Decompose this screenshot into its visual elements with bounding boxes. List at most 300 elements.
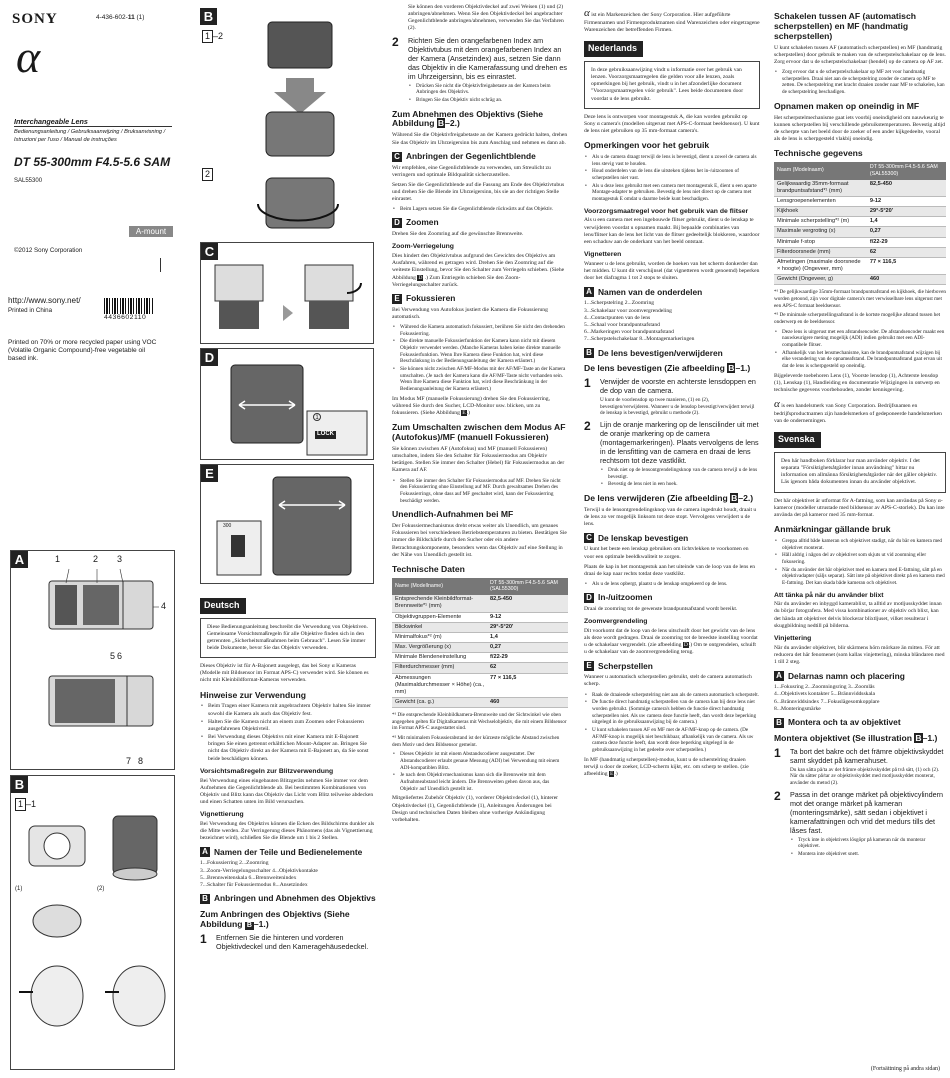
nl-attach-sub-letter: B: [728, 363, 735, 374]
de-mf-text-a: Im Modus MF (manuelle Fokussierung) drehen Sie den Fokussierring, während Sie durch den Sucher, LCD-Monitor usw. blicken, um zu fokussieren. (Siehe Abbildung: [392, 395, 551, 417]
sv-language-tab: Svenska: [774, 432, 821, 448]
model-title: DT 55-300mm F4.5-5.6 SAM: [14, 155, 171, 169]
nl-attach-sub-text: De lens bevestigen (Zie afbeelding: [584, 363, 728, 374]
de-section-start: [200, 594, 376, 953]
de-focus-bullet: • Während die Kamera automatisch fokussiert, berühren Sie nicht den drehenden Fokussierring.: [392, 324, 568, 337]
nl-zoom-letter: D: [584, 593, 594, 603]
sv-step-1-text: Ta bort det bakre och det främre objektivskyddet samt skyddet på kamerahuset.: [790, 746, 944, 765]
nl-step-1-text: Verwijder de voorste en achterste lensdoppen en de dop van de camera.: [600, 377, 756, 396]
nl-attach-letter: B: [584, 348, 594, 358]
nl-heading-attach-sub: [584, 364, 760, 374]
nl-part-line: 3...Schakelaar voor zoomvergrendeling: [584, 307, 672, 314]
nl-focus-title: Scherpstellen: [598, 660, 653, 671]
spec-value: 82,5-450: [867, 180, 946, 197]
table-row: [392, 612, 568, 622]
spec-value: 9-12: [867, 196, 946, 206]
sv-heading-vignetting: Vinjettering: [774, 634, 812, 642]
de-heading-switch: Zum Umschalten zwischen dem Modus AF (Autofokus)/MF (manuell Fokussieren): [392, 422, 566, 443]
nl-zoomlock-text-b: .) Om te ontgrendelen, schuift u de schakelaar van de zoomvergrendeling terug.: [584, 642, 756, 656]
nl-parts-list: [584, 300, 760, 343]
part-2: 2: [93, 554, 99, 564]
lock-label: LOCK: [317, 431, 334, 437]
cover-rule: [14, 126, 172, 127]
sv-step-2-bullet: • Montera inte objektivet snett.: [790, 851, 946, 858]
de-spec-bullet: • Je nach dem Objektivmechanismus kann sich die Brennweite mit dem Aufnahmeabstand leicht ändern. Die Brennweiten gehen davon aus, das Objektiv auf Unendlich gestellt ist.: [392, 772, 568, 792]
alpha-mark: α: [584, 7, 590, 19]
nl-detach-title: De lens verwijderen (Zie afbeelding: [584, 493, 731, 504]
de-attach-letter: B: [200, 894, 210, 904]
sv-step-2-bullet: • Tryck inte in objektivets lösgöpr på kameran när du monterar objektivet.: [790, 837, 946, 850]
cover-vertical-rule: [160, 258, 161, 272]
spec-label: Kijkhoek: [774, 207, 867, 217]
de-step-1-number: 1: [200, 932, 207, 946]
figure-d-step-number: 1: [313, 413, 321, 421]
de-hood-bullet: • Beim Lagern setzen Sie die Gegenlichtblende rückwärts auf das Objektiv.: [392, 206, 568, 213]
nl-zoomlock-text: [584, 628, 760, 657]
de-hint-item: • Beim Tragen einer Kamera mit angebrachtem Objektiv halten Sie immer sowohl die Kamera als auch das Objektiv fest.: [200, 703, 376, 717]
nl-heading-switch: Schakelen tussen AF (automatisch scherpstellen) en MF (handmatig scherpstellen): [774, 11, 916, 41]
sv-step-1: [774, 747, 946, 765]
part-7: 7: [126, 756, 132, 766]
de-heading-focus: [392, 294, 568, 304]
nl-switch-text: U kunt schakelen tussen AF (automatisch scherpstellen) en MF (handmatig scherpstellen) door gebruik te maken van de scherpstelschakelaar op de lens. Zorg ervoor dat u de scherpstelschakelaar (hendel) op de camera op AF zet.: [774, 44, 946, 65]
de-intro: Dieses Objektiv ist für A-Bajonett ausgelegt, das bei Sony α Kameras (Modelle mit Bildsensor im Format APS-C) verwendet wird. Sie können es nicht mit Kleinbildformat-Kameras verwenden.: [200, 663, 369, 684]
nl-note-item: • Als u deze lens gebruikt met een camera met montagestuk E, dient u een aparte Montage-adapter te gebruiken. Bevestig de lens niet direct op de camera met montagestuk E omdat u daarme beide kunt beschadigen.: [584, 183, 760, 203]
nl-focus-bullets: [584, 692, 760, 754]
copyright: ©2012 Sony Corporation: [14, 247, 83, 254]
de-step-2-number: 2: [392, 34, 399, 49]
de-hood-text-2: Setzen Sie die Gegenlichtblende auf die Fassung am Ende des Objektivtubus und drehen Sie die Blende im Uhrzeigersinn, bis sie an der richtigen Stelle einrastet.: [392, 181, 565, 203]
sv-step-1-sub: Du kan sätta på/ta av det främre objektivskyddet på två sätt, (1) och (2). När du sätter på/tar av objektivskyddet med motljusskyddet monterat, använder du metod (2).: [790, 766, 940, 787]
document-code-main: 4-436-602-: [96, 14, 128, 21]
table-row: [392, 653, 568, 663]
de-zoom-text: Drehen Sie den Zoomring auf die gewünschte Brennweite.: [392, 231, 524, 238]
sv-intro: Det här objektivet är utformat för A-fattning, som kan användas på Sony α-kameror (modeller utrustade med bildsensor av APS-C-storlek). Du kan inte använda det på kameror med 35 mm-format.: [774, 497, 945, 518]
de-part-line: 3...Zoom-Verriegelungsschalter 4...Objektivkontakte: [200, 867, 318, 874]
nl-trademark-2-text: is een handelsmerk van Sony Corporation. Bedrijfsnamen en bedrijfsproductnamen zijn handelsmerken of gedeponeerde handelsmerken van de ondernemingen.: [774, 403, 942, 425]
sv-notes-list: [774, 538, 946, 587]
table-row: [774, 196, 946, 206]
table-row: [774, 237, 946, 247]
zoom-lock-illustration: [201, 349, 375, 461]
lens-hood-illustration: [201, 243, 375, 345]
focal-scale-label: 300: [223, 523, 232, 529]
table-row: [392, 673, 568, 697]
de-attach-sub-suffix: –1.): [253, 918, 269, 929]
de-step-2: [392, 36, 568, 81]
de-notice: Diese Bedienungsanleitung beschreibt die Verwendung von Objektiven. Gemeinsame Vorsichtsmaßregeln für alle Objektive finden sich in den getrennten „Sicherheitsmaßnahmen beim Gebrauch". Lesen Sie immer beide Dokumente, bevor Sie das Objektiv verwenden.: [200, 618, 376, 659]
sv-column: [774, 0, 946, 1078]
sv-part-line: 4...Objektivets kontakter 5...Brännviddsskala: [774, 691, 875, 698]
de-hood-text-1: Wir empfehlen, eine Gegenlichtblende zu verwenden, um Streulicht zu verringern und optimale Bildqualität sicherzustellen.: [392, 164, 551, 178]
table-row: [392, 697, 568, 707]
spec-label: Abmessungen (Maximaldurchmesser × Höhe) (ca., mm): [392, 673, 487, 697]
spec-label: Blickwinkel: [392, 622, 487, 632]
spec-label: Afmetingen (maximale doorsnede × hoogte) (Ongeveer, mm): [774, 257, 867, 274]
sv-part-line: 1...Fokusring 2...Zoomningsring 3...Zoomlås: [774, 684, 875, 691]
nl-detach-suffix: –2.): [738, 493, 754, 504]
de-focus-bullets: [392, 324, 568, 393]
figure-d-label: D: [201, 349, 218, 366]
de-heading-zoomlock: Zoom-Verriegelung: [392, 243, 454, 251]
de-heading-infinity: Unendlich-Aufnahmen bei MF: [392, 509, 514, 520]
sv-attach-letter: B: [774, 718, 784, 728]
de-heading-detach: [392, 110, 568, 130]
sv-parts-letter: A: [774, 671, 784, 681]
de-focus-bullet: • Sie können nicht zwischen AF/MF-Modus mit der AF/MF-Taste an der Kamera umschalten. (Je nach der Kamera kann die AF/MF-Taste nicht vorhanden sein. Wenn Ihre Kamera diese Funktion hat, wird diese Beschränkung in der Bedienungsanleitung der Kamera erläutert.): [392, 366, 568, 393]
nl-column: [584, 0, 760, 1078]
nl-step-2-bullets: [584, 467, 760, 488]
sv-heading-attach: [774, 718, 946, 728]
de-spec-header-cell: Name (Modellname): [392, 578, 487, 596]
de-mf-text-b: .): [466, 410, 470, 417]
de-zoom-title: Zoomen: [406, 217, 439, 228]
nl-step-2: [584, 420, 760, 465]
nl-step-2-bullet: • Druk niet op de lensontgrendelingsknop van de camera terwijl u de lens bevestigt.: [600, 467, 760, 480]
nl-spec-header-cell: Naam (Modelnaam): [774, 162, 867, 180]
nl-heading-vignetting: Vignetteren: [584, 251, 622, 259]
sv-heading-parts: [774, 671, 946, 681]
nl-focus-text: Wanneer u automatisch scherpstellen gebruikt, stelt de camera automatisch scherp.: [584, 674, 752, 688]
de-detach-letter: B: [437, 118, 445, 129]
nl-heading-detach: [584, 494, 760, 504]
de-detach-title: Zum Abnehmen des Objektivs (Siehe Abbildung: [392, 108, 544, 129]
nl-trademark-text: ist ein Markenzeichen der Sony Corporation. Hier aufgeführte Firmennamen und Firmenproduktnamen sind Warenzeichen oder eingetragene Warenzeichen der betreffenden Firmen.: [584, 12, 760, 34]
figure-c: [200, 242, 374, 344]
spec-label: Gelijkwaardig 35mm-formaat brandpuntsafstand*¹ (mm): [774, 180, 867, 197]
spec-value: 0,27: [867, 227, 946, 237]
de-parts-title: Namen der Teile und Bedienelemente: [214, 846, 363, 857]
nl-heading-hood: [584, 533, 760, 543]
figure-d: [200, 348, 374, 460]
de-language-tab: Deutsch: [200, 598, 246, 614]
barcode-number: 4436602110: [104, 314, 147, 321]
nl-spec-header-cell: DT 55-300mm F4.5-5.6 SAM (SAL55300): [867, 162, 946, 180]
sv-vignetting-text: När du använder objektivet, blir skärmens hörn mörkare än mitten. För att reducera det här fenomenet (som kallas vinjettering), minska bländaren med 1 till 2 steg.: [774, 644, 945, 666]
sv-heading-flash: Att tänka på när du använder blixt: [774, 591, 884, 599]
de-heading-hints: Hinweise zur Verwendung: [200, 689, 307, 700]
nl-language-tab: Nederlands: [584, 41, 643, 57]
sv-step-2-text: Passa in det orange märket på objektivcylindern mot det orange märket på kameran (monteringsmärke), sätt sedan i objektivet i kamerafattningen och vrid det medurs tills det låses fast.: [790, 789, 944, 835]
table-row: [392, 595, 568, 612]
figure-a: [10, 550, 175, 770]
nl-heading-zoomlock: Zoomvergrendeling: [584, 617, 648, 625]
nl-hood-title: De lenskap bevestigen: [598, 532, 689, 543]
figure-a-label: A: [11, 551, 28, 568]
nl-heading-zoom: [584, 593, 760, 603]
nl-heading-flash: Voorzorgsmaatregel voor het gebruik van de flitser: [584, 207, 749, 215]
continued-note: (Fortsättning på andra sidan): [867, 1066, 940, 1074]
nl-spec-note: *¹ De gelijkwaardige 35mm-formaat brandpuntsafstand en kijkhoek, die hierboven worden getoond, zijn voor digitale camera's met verwisselbare lens uitgerust met een APS-C formaat beeldsensor.: [774, 289, 946, 309]
de-heading-parts: [200, 847, 376, 857]
nl-zoomlock-text-a: Dit voorkomt dat de loop van de lens uitschuift door het gewicht van de lens als deze wordt gedragen. Draai de zoomring tot de breedste instelling voordat u de schakelaar vergrendelt. (zie afbeelding: [584, 627, 758, 648]
de-focus-letter: E: [392, 294, 402, 304]
spec-label: Objektivgruppen-Elemente: [392, 612, 487, 622]
de-heading-flash: Vorsichtsmaßregeln zur Blitzverwendung: [200, 767, 334, 775]
nl-parts-title: Namen van de onderdelen: [598, 286, 703, 297]
de-switch-bullet: • Stellen Sie immer den Schalter für Fokussiermodus auf MF. Drehen Sie nicht den Fokussierring ohne Einstellung auf MF. Durch gewaltsames Drehen des Fokussierrings, ohne dass auf MF geschaltet wird, kann der Fokussierring beschädigt werden.: [392, 478, 568, 505]
nl-zoom-text: Draai de zoomring tot de gewenste brandpuntsafstand wordt bereikt.: [584, 605, 738, 612]
model-code: SAL55300: [14, 178, 43, 184]
nl-spec-table: [774, 162, 946, 285]
sv-part-line: 6...Brännviddsindex 7...Fokuslägesomkopplare: [774, 698, 880, 705]
document-code: [96, 14, 144, 22]
de-spec-header: [392, 578, 568, 596]
sv-part-line: 8...Monteringsmärke: [774, 705, 821, 712]
spec-label: Maximale vergroting (x): [774, 227, 867, 237]
nl-heading-tech: Technische gegevens: [774, 148, 863, 159]
alpha-mark: α: [774, 398, 780, 411]
sv-parts-title: Delarnas namn och placering: [788, 670, 905, 681]
nl-infinity-text: Het scherpstelmechanisme gaat iets voorbij oneindigheid om nauwkeurig te kunnen scherpstellen bij verschillende gebruikstemperaturen. Bevestig altijd de scherpte van het beeld door de zoeker of een ander kijkgedeelte, vooral als de lens is scherpgesteld vlakbij oneindig.: [774, 114, 946, 143]
nl-detach-letter: B: [731, 493, 738, 504]
nl-part-line: 7...Scherpstelschakelaar 8...Montagemarkeringen: [584, 336, 695, 343]
de-parts-list: [200, 860, 376, 889]
de-hints-list: [200, 703, 376, 762]
nl-spec-bullet: • Afhankelijk van het lensmechanisme, kan de brandpuntsafstand wijzigen bij elke verandering van de opnameafstand. De brandpuntsafstand gaat ervan uit dat de lens is scherpgesteld op oneindig.: [774, 350, 946, 370]
spec-value: 82,5-450: [487, 595, 568, 612]
spec-label: Minimale f-stop: [774, 237, 867, 247]
figure-b2-sub1-suffix: –2: [213, 31, 224, 41]
table-row: [392, 622, 568, 632]
nl-note-item: • Als u de camera draagt terwijl de lens is bevestigd, dient u zowel de camera als lens stevig vast te houden.: [584, 154, 760, 167]
part-8: 8: [138, 756, 144, 766]
nl-focus-bullet: • U kunt schakelen tussen AF en MF met de AF/MF-knop op de camera. (De AF/MF-knop is mogelijk niet beschikbaar, afhankelijk van de camera. Als uw camera deze functie heeft, dan wordt deze beperking uitgelegd in de gebruiksaanwijzing in het gedeelte over scherpstellen.): [584, 727, 760, 754]
nl-detach-text: Terwijl u de lensontgrendelingsknop van de camera ingedrukt houdt, draait u de lens zo ver mogelijk linksom tot deze stopt. Vervolgens verwijdert u de lens.: [584, 506, 757, 528]
nl-step-1: [584, 377, 760, 395]
table-row: [774, 217, 946, 227]
nl-step-1-number: 1: [584, 376, 591, 391]
de-infinity-text: Der Fokussiermechanismus dreht etwas weiter als Unendlich, um genaues Fokussieren bei verschiedenen Betriebstemperaturen zu bieten. Bestätigen Sie immer die Bildschärfe durch den Sucher oder ein andere Betrachtungskomponente, besonders wenn das Objektiv auf eine Stellung in der Nähe von Unendlich gestellt ist.: [392, 523, 567, 558]
spec-value: 62: [487, 663, 568, 673]
de-spec-header-cell: DT 55-300mm F4.5-5.6 SAM (SAL55300): [487, 578, 568, 596]
figure-b2-label: B: [200, 8, 217, 25]
table-row: [774, 227, 946, 237]
table-row: [774, 247, 946, 257]
part-1: 1: [55, 554, 61, 564]
nl-part-line: 6...Markeringen voor brandpuntsafstand: [584, 328, 674, 335]
spec-label: Max. Vergrößerung (x): [392, 643, 487, 653]
alpha-logo: α: [16, 31, 41, 82]
spec-label: Minimalfokus*² (m): [392, 632, 487, 642]
figure-b2: [200, 8, 374, 238]
product-type: Interchangeable Lens: [14, 117, 88, 126]
nl-spec-note: *² De minimale scherpstellingsafstand is de kortste mogelijke afstand tussen het onderwerp en de beeldsensor.: [774, 312, 941, 325]
de-spec-note: *¹ Die entsprechende Kleinbildkamera-Brennweite und der Sichtwinkel wie oben angegeben gelten für Digitalkameras mit Wechselobjektiv, die mit einem Bildsensor im Format APS-C ausgestattet sind.: [392, 712, 567, 732]
de-spec-bullets: [392, 751, 568, 792]
barcode: [104, 298, 154, 314]
nl-hood-bullet: • Als u de lens opbergt, plaatst u de lenskap omgekeerd op de lens.: [584, 581, 760, 588]
nl-heading-parts: [584, 287, 760, 297]
de-step-2-text: Richten Sie den orangefarbenen Index am Objektivtubus mit dem orangefarbenen Index an der Kamera (Ansetzindex) aus, setzen Sie dann das Objektiv in die Kamerafassung und drehen es im Uhrzeigersinn, bis es einrastet.: [408, 35, 568, 81]
sv-attach-title: Montera och ta av objektivet: [788, 717, 901, 728]
table-row: [774, 257, 946, 274]
figure-b1-label: B: [11, 776, 28, 793]
de-zoomlock-letter: D: [418, 274, 423, 281]
spec-value: 62: [867, 247, 946, 257]
de-step-1: [200, 933, 376, 951]
sony-url[interactable]: http://www.sony.net/: [8, 296, 81, 305]
sv-parts-list: [774, 684, 946, 713]
nl-focus-bullet: • De functie direct handmatig scherpstellen van de camera kan bij deze lens niet worden gebruikt. (Sommige camera's hebben de functie direct handmatig scherpstellen niet. Als uw camera deze functie heeft, dan wordt deze beperking uitgelegd in de gebruiksaanwijzing bij de camera.): [584, 699, 760, 726]
figure-b2-sub1-num: 1: [202, 30, 213, 43]
spec-value: 460: [487, 697, 568, 707]
nl-flash-text: Als u een camera met een ingebouwde flitser gebruikt, dient u de lenskap te verwijderen voordat u opnamen maakt. Bij bepaalde combinaties van lens/flitser kan de lens het licht van de flitser gedeeltelijk blokkeren, waardoor een schaduw aan de onderkant van het beeld ontstaat.: [584, 217, 760, 245]
sv-step-2-number: 2: [774, 788, 781, 803]
spec-value: 1,4: [487, 632, 568, 642]
de-mf-text: [392, 396, 568, 417]
de-flash-text: Bei Verwendung eines eingebauten Blitzgeräts nehmen Sie immer vor dem Aufnehmen die Gegenlichtblende ab. Bei bestimmten Kombinationen von Objektiv und Blitz kann das Objektiv das Licht vom Blitz teilweise abdecken und einen Schatten unten im Bild verursachen.: [200, 777, 374, 806]
de-cap-text: Sie können den vorderen Objektivdeckel auf zwei Weisen (1) und (2) anbringen/abnehmen. Wenn Sie den Objektivdeckel bei angebrachter Gegenlichtblende anbringen/abnehmen, verwenden Sie das Verfahren (2).: [408, 4, 564, 32]
de-step-2-bullet: • Bringen Sie das Objektiv nicht schräg an.: [408, 97, 568, 104]
nl-trademark-2: [774, 397, 946, 425]
de-detach-suffix: –2.): [445, 118, 460, 129]
de-focus-text: Bei Verwendung von Autofokus justiert die Kamera die Fokussierung automatisch.: [392, 306, 548, 320]
nl-part-line: 4...Contactpunten van de lens: [584, 314, 651, 321]
spec-value: f/22-29: [867, 237, 946, 247]
sv-step-1-number: 1: [774, 745, 781, 760]
spec-label: Entsprechende Kleinbildformat-Brennweite*¹ (mm): [392, 595, 487, 612]
de-hood-title: Anbringen der Gegenlichtblende: [406, 151, 536, 162]
nl-attach-title: De lens bevestigen/verwijderen: [598, 347, 723, 358]
de-part-line: 1...Fokussierring 2...Zoomring: [200, 860, 269, 867]
spec-value: 0,27: [487, 643, 568, 653]
nl-notice: In deze gebruiksaanwijzing vindt u informatie over het gebruik van lenzen. Voorzorgsmaatregelen die gelden voor alle lenzen, zoals opmerkingen bij het gebruik, vindt u in het afzonderlijke document "Voorzorgsmaatregelen vóór gebruik". Lees beide documenten door voordat u de lens gebruikt.: [584, 61, 760, 109]
nl-hood-text-1: U kunt het beste een lenskap gebruiken om lichtvlekken te voorkomen en voor een optimale beeldkwaliteit te zorgen.: [584, 546, 749, 560]
nl-vignetting-text: Wanneer u de lens gebruikt, worden de hoeken van het scherm donkerder dan het midden. U kunt dit verschijnsel (dat vignetteren wordt genoemd) beperken door het diafragma 1 tot 2 stops te sluiten.: [584, 260, 760, 282]
lens-side-view-illustration: [11, 551, 176, 771]
de-step-1-text: Entfernen Sie die hinteren und vorderen Objektivdeckel und den Kameragehäusedeckel.: [216, 933, 369, 951]
sv-heading-notes: Anmärkningar gällande bruk: [774, 524, 891, 535]
figure-b1-caption-2: (2): [97, 886, 105, 892]
de-heading-attach-sub: [200, 910, 376, 930]
lens-attach-illustration: [200, 8, 374, 238]
nl-heading-attach: [584, 348, 760, 358]
spec-value: 1,4: [867, 217, 946, 227]
sv-attach-sub-suffix: –1.): [922, 732, 938, 743]
spec-value: 9-12: [487, 612, 568, 622]
de-step-2-bullets: [392, 83, 568, 104]
nl-heading-infinity: Opnamen maken op oneindig in MF: [774, 100, 920, 111]
de-detach-text: Während Sie die Objektivfreigabetaste an der Kamera gedrückt halten, drehen Sie das Objektiv im Uhrzeigersinn bis zum Anschlag und nehmen es dann ab.: [392, 132, 568, 146]
sv-step-2-bullets: [774, 837, 946, 858]
nl-zoom-title: In-/uitzoomen: [598, 592, 653, 603]
table-row: [774, 207, 946, 217]
table-row: [392, 632, 568, 642]
de-switch-text: Sie können zwischen AF (Autofokus) und MF (manuell Fokussieren) umschalten, indem Sie den Schalter für Fokussiermodus am Objektiv betätigen. Stellen Sie immer den Schalter (Hebel) für Fokussiermodus an der Kamera auf AF.: [392, 445, 565, 474]
figure-b2-sub2-num: 2: [202, 168, 213, 181]
nl-spec-bullet: • Deze lens is uitgerust met een afstandsencoder. De afstandsencoder maakt een nauwkeurigere meting mogelijk (ADI) indien gebruikt met een ADI-compatibele flitser.: [774, 329, 946, 349]
nl-mf-text-b: .): [614, 770, 618, 777]
nl-step-2-text: Lijn de oranje markering op de lenscilinder uit met de oranje markering op de camera (montagemarkeringen). Plaats vervolgens de lens in de lensfitting van de camera en draai de lens rechtsom tot deze vastklikt.: [600, 420, 759, 466]
part-4: 4: [161, 601, 167, 611]
sv-step-2: [774, 790, 946, 835]
de-hint-item: • Halten Sie die Kamera nicht an einem zum Zoomen oder Fokussieren ausgefahrenen Objektivteil.: [200, 719, 376, 733]
nl-heading-focus: [584, 661, 760, 671]
part-5: 5: [110, 651, 116, 661]
de-heading-hood: [392, 152, 568, 162]
figure-b1-sub-num: 1: [15, 798, 26, 811]
de-focus-title: Fokussieren: [406, 293, 456, 304]
part-3: 3: [117, 554, 123, 564]
nl-mf-text: [584, 757, 760, 778]
sv-attach-sub-letter: B: [915, 732, 922, 743]
de-column: [392, 0, 568, 1078]
mount-badge: A-mount: [129, 226, 173, 237]
cover-column: [0, 0, 190, 1078]
nl-step-2-bullet: • Bevestig de lens niet in een hoek.: [600, 481, 760, 488]
spec-value: 29°-5°20': [487, 622, 568, 632]
nl-mf-letter: E: [610, 770, 614, 777]
de-spec-bullet: • Dieses Objektiv ist mit einem Abstandscodierer ausgestattet. Der Abstandscodierer erlaubt genaue Messung (ADI) bei Verwendung mit einem ADI-kompatiblen Blitz.: [392, 751, 568, 771]
sv-note-item: • När du använder det här objektivet med en kamera med E-fattning, sätt på en objektivadapter (säljs separat). Sätt inte på objektivet direkt på en kamera med E-fattning. Det kan skada både kameran och objektivet.: [774, 567, 946, 587]
de-vignetting-text: Bei Verwendung des Objektivs können die Ecken des Bildschirms dunkler als die Mitte werden. Zur Verringerung dieses Phänomens (das als Vignettierung bezeichnet wird), schließen Sie die Blende um 1 bis 2 Stellen.: [200, 820, 375, 842]
de-heading-tech: Technische Daten: [392, 563, 465, 574]
document-code-suffix: (1): [134, 14, 145, 21]
de-attach-title: Anbringen und Abnehmen des Objektivs: [214, 893, 376, 904]
de-attach-sub-text: Zum Anbringen des Objektivs (Siehe Abbildung: [200, 909, 350, 929]
spec-label: Gewicht (ca. g.): [392, 697, 487, 707]
spec-label: Minimale scherpstelling*² (m): [774, 217, 867, 227]
nl-mf-text-a: In MF (handmatig scherpstellen)-modus, kunt u de scherstelring draaien terwijl u door de zoeker, LCD-scherm kijkt, etc. om scherp te stellen. (zie afbeelding: [584, 756, 749, 777]
document-code-bold: 11: [127, 14, 135, 21]
table-row: [774, 275, 946, 285]
de-attach-sub-letter: B: [246, 921, 252, 929]
figure-e: [200, 464, 374, 584]
de-zoomlock-text-b: .) Zum Entriegeln schieben Sie den Zoom-Verriegelungsschalter zurück.: [392, 274, 521, 288]
spec-label: Filterdoorsnede (mm): [774, 247, 867, 257]
de-step-2-bullet: • Drücken Sie nicht die Objektivfreigabetaste an der Kamera beim Anbringen des Objektivs.: [408, 83, 568, 96]
printed-in: Printed in China: [8, 307, 53, 314]
nl-spec-bullets: [774, 329, 946, 370]
nl-spec-header: [774, 162, 946, 180]
de-heading-vignetting: Vignettierung: [200, 811, 244, 819]
nl-hood-text-2: Plaats de kap in het montagestuk aan het uiteinde van de loop van de lens en draai de kap naar rechts totdat deze vastklikt.: [584, 563, 756, 577]
nl-focus-letter: E: [584, 661, 594, 671]
spec-label: Gewicht (Ongeveer, g): [774, 275, 867, 285]
recycled-note: Printed on 70% or more recycled paper using VOC (Volatile Organic Compound)-free vegetable oil based ink.: [8, 339, 157, 362]
nl-intro: Deze lens is ontworpen voor montagestuk A, die kan worden gebruikt op Sony α camera's (modellen uitgerust met APS-C-formaat beeldsensor). U kunt de lens niet gebruiken op 35 mm-formaat camera's.: [584, 113, 760, 134]
table-row: [392, 643, 568, 653]
manual-titles: Bedienungsanleitung / Gebruiksaanwijzing / Bruksanvisning / Istruzioni per l'uso / Manual de instruções: [14, 129, 166, 143]
nl-trademark: [584, 6, 760, 34]
figure-e-label: E: [201, 465, 218, 482]
nl-switch-bullet: • Zorg ervoor dat u de scherpstelschakelaar op MF zet voor handmatig scherpstellen. Draai niet aan de scherpstelring zonder de camera op MF te zetten. De scherpstelring met kracht draaien zonder naar MF te schakelen, kan de scherpstelring beschadigen.: [774, 69, 946, 96]
camera-lens-illustration: [11, 776, 176, 1071]
de-heading-attach: [200, 894, 376, 904]
figures-column: [200, 0, 376, 1078]
sv-note-item: • Greppa alltid både kameran och objektivet stadigt, när du bär en kamera med objektivet monterat.: [774, 538, 946, 551]
nl-zoomlock-letter: D: [683, 642, 688, 648]
de-part-line: 5...Brennweitenskala 6...Brennweitenindex: [200, 874, 297, 881]
nl-switch-bullets: [774, 69, 946, 96]
figure-b1-sub-suffix: –1: [26, 799, 37, 809]
spec-value: 77 × 116,5: [867, 257, 946, 274]
de-part-line: 7...Schalter für Fokussiermodus 8...Ansetzindex: [200, 881, 308, 888]
spec-label: Minimale Blendeneinstellung: [392, 653, 487, 663]
spec-value: 460: [867, 275, 946, 285]
de-hood-bullets: [392, 206, 568, 213]
spec-label: Filterdurchmesser (mm): [392, 663, 487, 673]
de-hood-letter: C: [392, 152, 402, 162]
spec-value: 77 × 116,5: [487, 673, 568, 697]
de-hint-item: • Bei Verwendung dieses Objektivs mit einer Kamera mit E-Bajonett bringen Sie einen getrennt erhältlichen Mount-Adapter an. Bringen Sie nicht das Objektiv direkt an der Kamera mit E-Bajonett an, da Sie sonst beide beschädigen können.: [200, 734, 376, 763]
table-row: [392, 663, 568, 673]
nl-focus-bullet: • Raak de draaiende scherpstelring niet aan als de camera automatisch scherpstelt.: [584, 692, 760, 699]
spec-value: 29°-5°20': [867, 207, 946, 217]
spec-label: Lensgroepenelementen: [774, 196, 867, 206]
sv-flash-text: När du använder en inbyggd kamerablixt, ta alltid av motljusskyddet innan du börjar fotografera. Med vissa kombinationer av objektiv och blixt, kan det hända att objektivet delvis blockerar blixtljuset, vilket resulterar i skuggbildning nedtill på bilderna.: [774, 601, 942, 629]
